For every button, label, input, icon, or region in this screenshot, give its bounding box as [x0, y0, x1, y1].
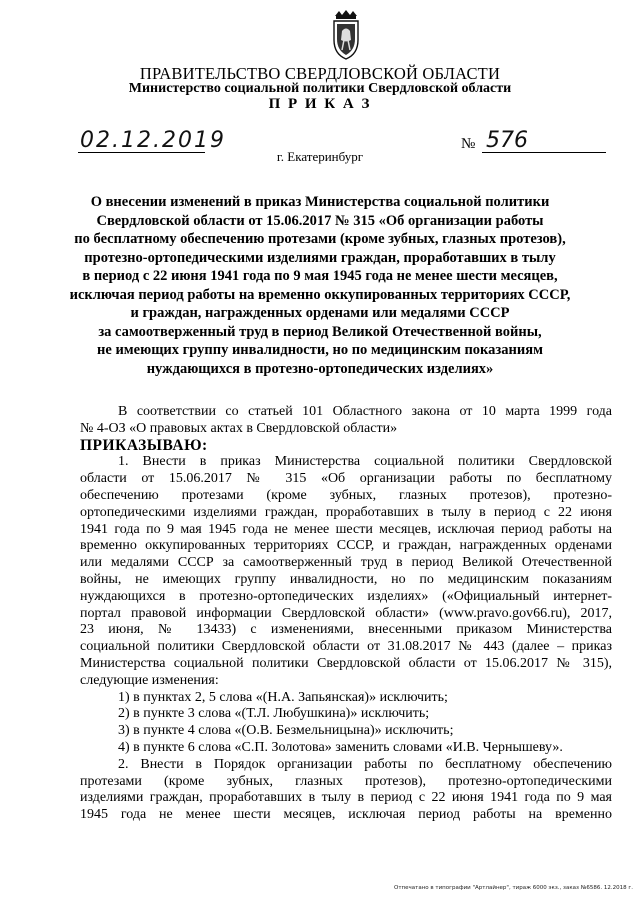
body-line: В соответствии со статьей 101 Областного закона от 10 марта 1999 года [118, 404, 612, 419]
body-line: области от 15.06.2017 № 315 «Об организации работы по бесплатному [80, 471, 612, 487]
title-line: нуждающихся в протезно-ортопедических изделиях» [146, 360, 494, 377]
order-title [40, 193, 600, 378]
body-line: 1945 года не менее шести месяцев, исключая период работы на временно [80, 807, 612, 823]
title-line: и граждан, награжденных орденами или медалями СССР [130, 305, 510, 321]
list-item: 4) в пункте 6 слова «С.П. Золотова» заменить словами «И.В. Чернышеву». [118, 739, 563, 755]
body-line: войны, не имеющих группу инвалидности, но по медицинским показаниям [80, 571, 612, 587]
title-line: за самоотверженный труд в период Великой Отечественной войны, [98, 323, 542, 340]
body-line: портал правовой информации Свердловской области» (www.pravo.gov66.ru), 2017, [80, 605, 612, 621]
ministry-title: Министерство социальной политики Свердловской области [128, 81, 512, 96]
body-line: изделиями граждан, проработавших в тылу в период с 22 июня 1941 года по 9 мая [80, 790, 612, 806]
list-item: 2) в пункте 3 слова «(Т.Л. Любушкина)» исключить; [118, 706, 430, 722]
title-line: по бесплатному обеспечению протезами (кроме зубных, глазных протезов), [74, 231, 566, 247]
body-line: 23 июня, № 13433) с изменениями, внесенными приказом Министерства [80, 622, 612, 638]
body-line: ортопедическими изделиями граждан, проработавших в тылу в период с 22 июня [80, 504, 612, 520]
title-line: в период с 22 июня 1941 года по 9 мая 1945 года не менее шести месяцев, [82, 268, 558, 284]
government-title: ПРАВИТЕЛЬСТВО СВЕРДЛОВСКОЙ ОБЛАСТИ [139, 64, 501, 83]
body-line: № 4-ОЗ «О правовых актах в Свердловской области» [80, 420, 398, 436]
order-date: 02.12.2019 [80, 128, 226, 153]
order-number: 576 [486, 128, 528, 153]
body-line: или медалями СССР за самоотверженный труд в период Великой Отечественной [80, 555, 612, 571]
body-line: протезами (кроме зубных, глазных протезов), протезно-ортопедическими [80, 773, 612, 789]
coat-of-arms-icon [331, 10, 361, 60]
body-line: нуждающихся в протезно-ортопедических изделиях» («Официальный интернет- [80, 588, 612, 604]
title-line: О внесении изменений в приказ Министерства социальной политики [90, 194, 550, 210]
list-item: 1) в пунктах 2, 5 слова «(Н.А. Запьянская)» исключить; [118, 689, 448, 705]
order-directive: ПРИКАЗЫВАЮ: [80, 437, 208, 454]
number-label: № [461, 136, 476, 152]
body-line: 1. Внести в приказ Министерства социальной политики Свердловской [118, 454, 612, 470]
print-footer: Отпечатано в типографии "Артлайнер", тираж 6000 экз., заказ №6586. 12.2018 г. [394, 885, 634, 891]
title-line: Свердловской области от 15.06.2017 № 315 «Об организации работы [96, 212, 544, 229]
body-line: 1941 года по 9 мая 1945 года не менее шести месяцев, исключая период работы на [80, 521, 612, 537]
title-line: не имеющих группу инвалидности, но по медицинским показаниям [97, 342, 543, 358]
title-line: исключая период работы на временно оккупированных территориях СССР, [69, 286, 571, 303]
document-type: П Р И К А З [268, 96, 372, 112]
body-line: следующие изменения: [80, 672, 219, 688]
body-line: 2. Внести в Порядок организации работы по бесплатному обеспечению [118, 756, 612, 772]
list-item: 3) в пункте 4 слова «(О.В. Безмельницына)» исключить; [118, 723, 454, 739]
order-body [80, 404, 612, 824]
body-line: временно оккупированных территориях СССР, и граждан, награжденных орденами [80, 538, 612, 554]
body-line: Министерства социальной политики Свердловской области от 15.06.2017 № 315), [80, 655, 612, 671]
title-line: протезно-ортопедическими изделиями граждан, проработавших в тылу [84, 249, 556, 266]
city: г. Екатеринбург [276, 149, 364, 164]
body-line: социальной политики Свердловской области от 31.08.2017 № 443 (далее – приказ [80, 639, 612, 655]
body-line: обеспечению протезами (кроме зубных, глазных протезов), протезно- [80, 487, 612, 503]
